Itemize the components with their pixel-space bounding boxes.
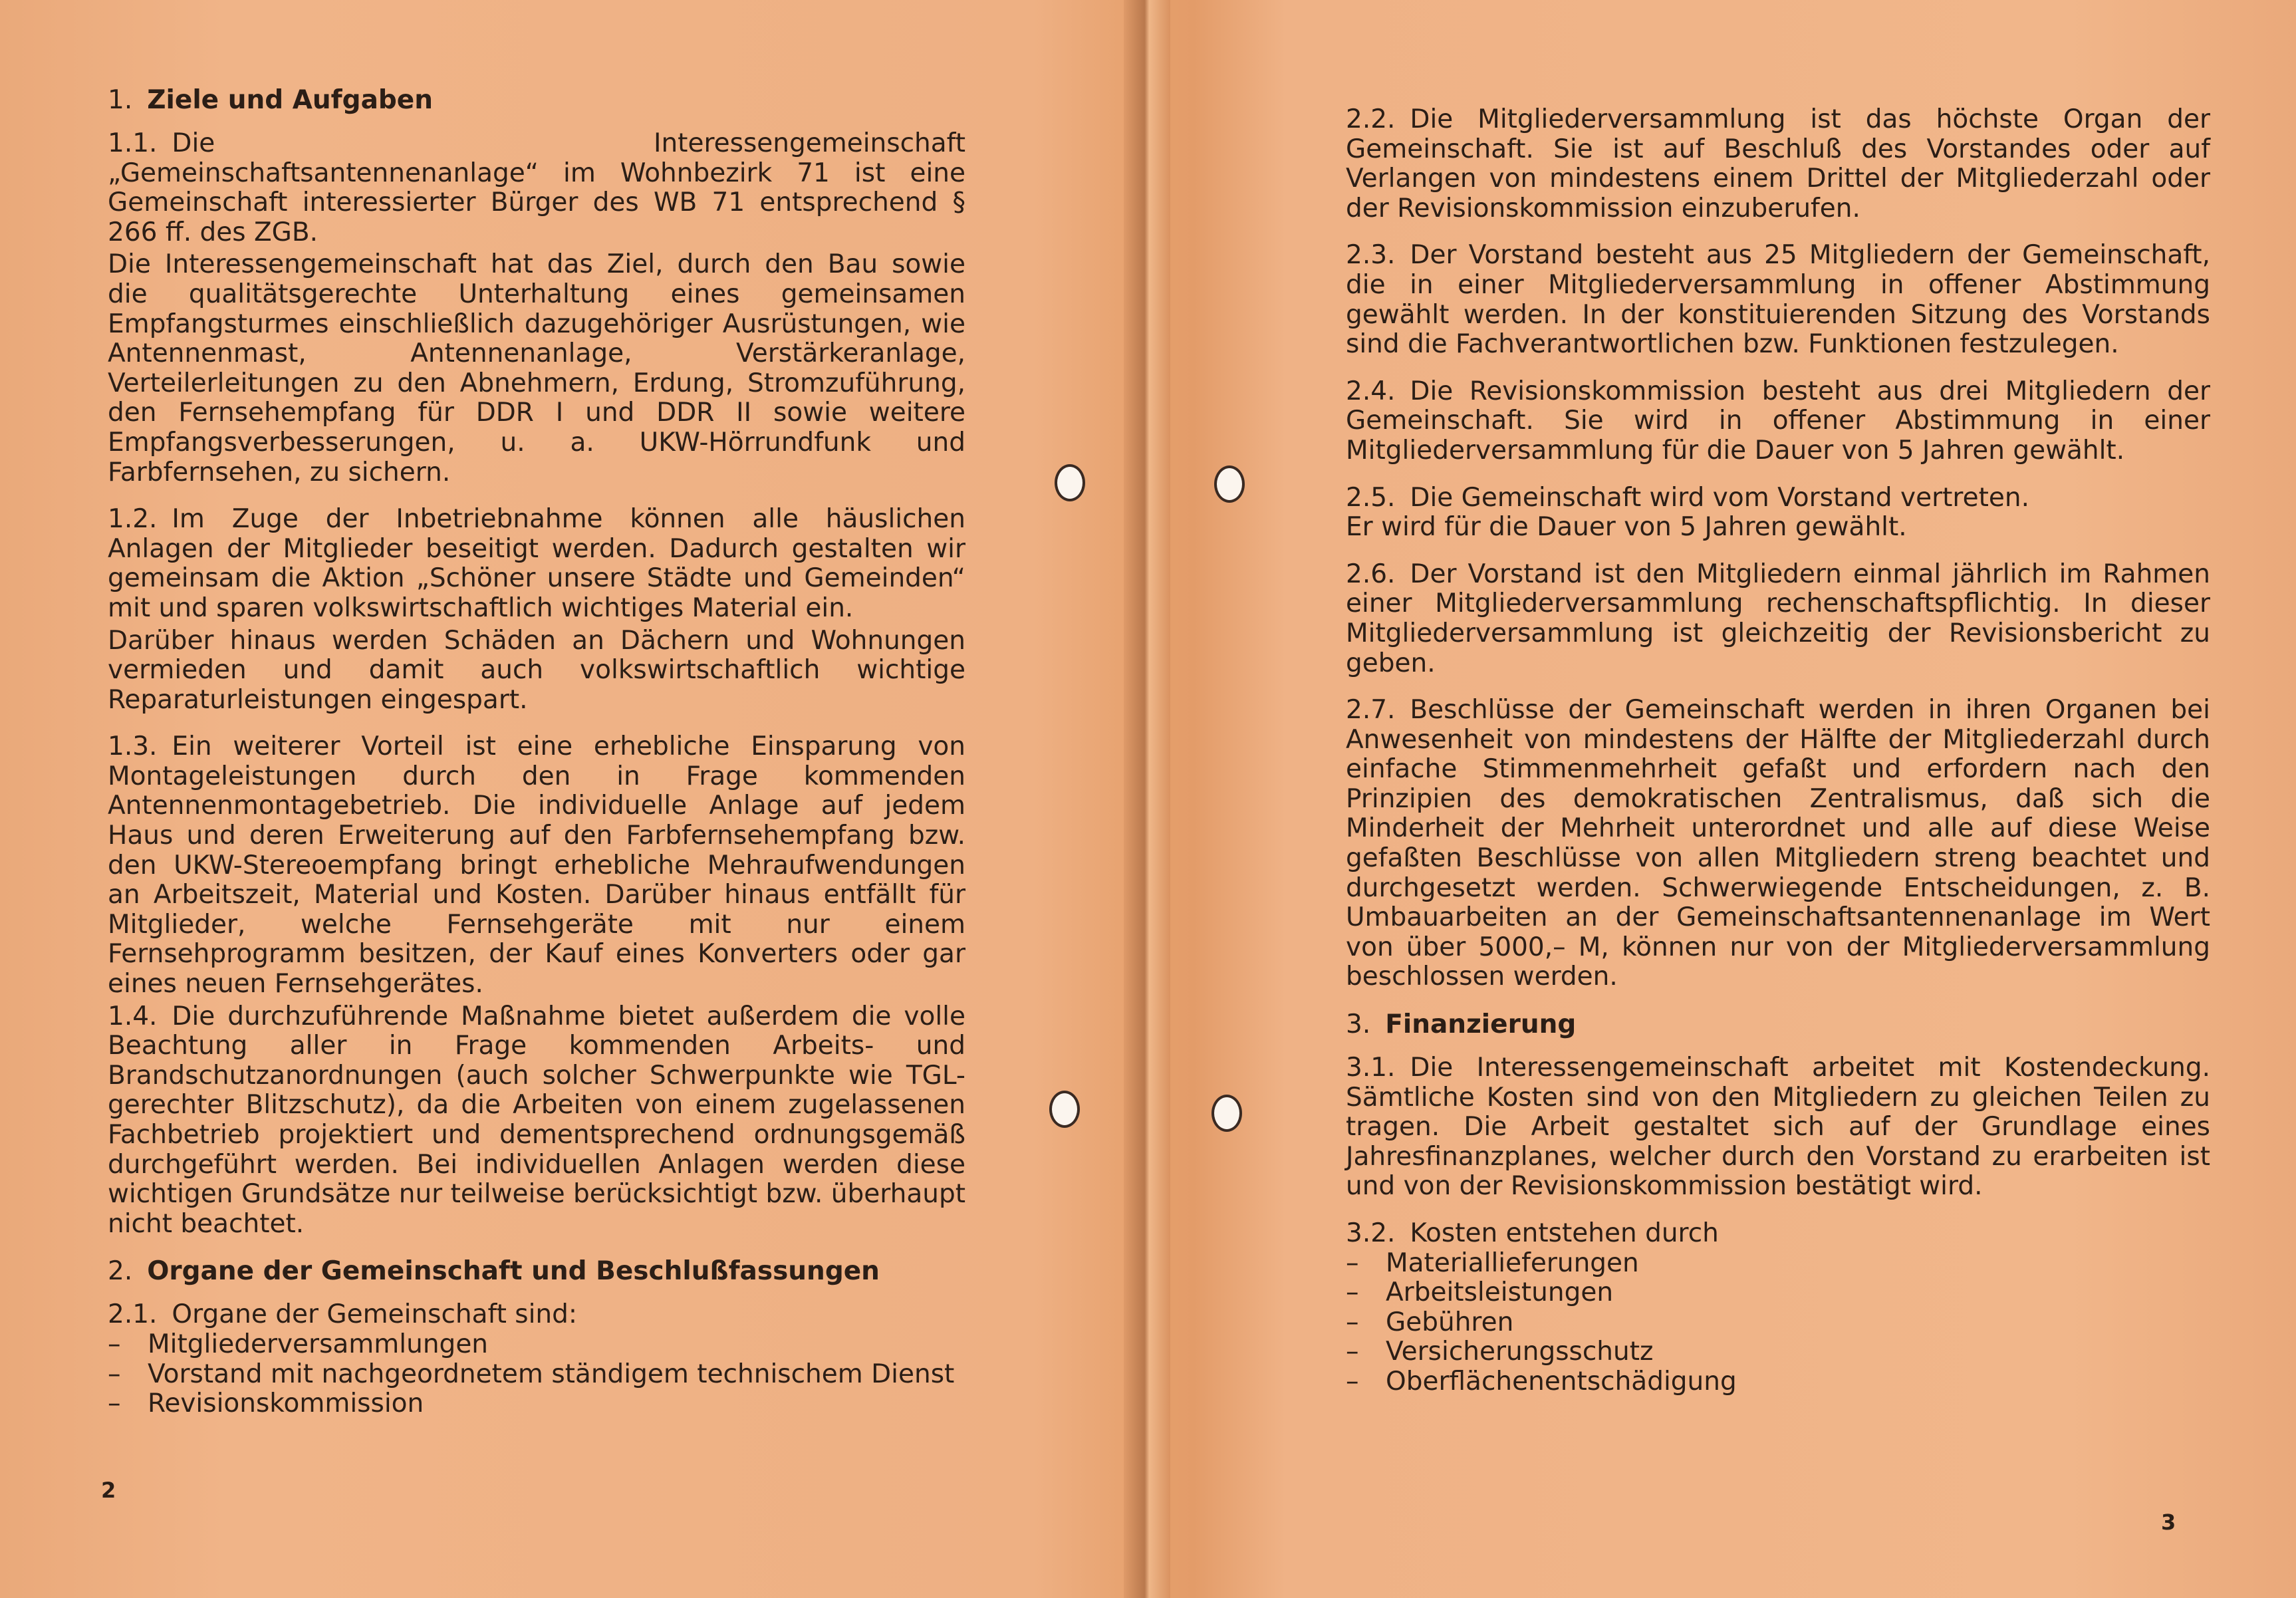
dash-bullet: – — [108, 1329, 121, 1359]
section-2-number: 2. — [108, 1256, 133, 1287]
paragraph-2-3 — [1346, 241, 2210, 359]
paragraph-text: Beschlüsse der Gemeinschaft werden in ihren Organen bei Anwesenheit von mindestens der Hälfte der Mitgliederzahl durch einfache Stimmenmehrheit gefaßt und erfordern nach den Prinzipien des demokratischen Zentralismus, daß sich die Minderheit der Mehrheit unterordnet und alle auf diese Weise gefaßten Beschlüsse von allen Mitgliedern streng beachtet und durchgesetzt werden. Schwerwiegende Entscheidungen, z. B. Umbauarbeiten an der Gemeinschaftsantennenanlage im Wert von über 5000,– M, können nur von der Mitgliederversammlung beschlossen werden. — [1346, 695, 2210, 992]
dash-bullet: – — [1346, 1248, 1359, 1278]
paragraph-number: 1.2. — [108, 504, 158, 535]
punch-hole — [1049, 1091, 1080, 1128]
paragraph-2-7 — [1346, 696, 2210, 992]
paragraph-text: Der Vorstand besteht aus 25 Mitgliedern der Gemeinschaft, die in einer Mitgliederversammlung in offener Abstimmung gewählt werden. In der konstituierenden Sitzung des Vorstands sind die Fachverantwortlichen bzw. Funktionen festzulegen. — [1346, 240, 2210, 360]
paragraph-number: 1.4. — [108, 1001, 158, 1031]
paragraph-number: 2.3. — [1346, 240, 1396, 271]
section-1-heading — [108, 85, 965, 116]
right-page-text — [1346, 105, 2210, 1413]
paragraph-number: 2.6. — [1346, 559, 1396, 589]
paragraph-1-4 — [108, 1002, 965, 1240]
right-page — [1170, 0, 2296, 1598]
paragraph-text: Ein weiterer Vorteil ist eine erhebliche Einsparung von Montageleistungen durch den in Frage kommenden Antennenmontagebetrieb. Die individuelle Anlage auf jedem Haus und deren Erweiterung auf den Farbfernsehempfang bzw. den UKW-Stereoempfang bringt erhebliche Mehraufwendungen an Arbeitszeit, Material und Kosten. Darüber hinaus entfällt für Mitglieder, welche Fernsehgeräte mit nur einem Fernsehprogramm besitzen, der Kauf eines Konverters oder gar eines neuen Fernsehgerätes. — [108, 732, 965, 999]
paragraph-number: 3.2. — [1346, 1218, 1396, 1248]
center-fold — [1124, 0, 1170, 1598]
page-number: 2 — [101, 1478, 116, 1503]
paragraph-2-5 — [1346, 483, 2210, 513]
list-item — [1346, 1249, 2210, 1279]
list-item — [108, 1389, 965, 1419]
paragraph-number: 2.4. — [1346, 376, 1396, 406]
punch-hole — [1055, 464, 1085, 501]
section-3-number: 3. — [1346, 1009, 1371, 1040]
list-item — [1346, 1278, 2210, 1308]
paragraph-3-2 — [1346, 1219, 2210, 1249]
paragraph-text: Die durchzuführende Maßnahme bietet außerdem die volle Beachtung aller in Frage kommenden Arbeits- und Brandschutzanordnungen (auch solcher Schwerpunkte wie TGL-gerechter Blitzschutz), da die Arbeiten von einem zugelassenen Fachbetrieb projektiert und dementsprechend ordnungsgemäß durchgeführt werden. Bei individuellen Anlagen werden diese wichtigen Grundsätze nur teilweise berücksichtigt bzw. überhaupt nicht beachtet. — [108, 1001, 965, 1239]
list-item-text: Mitgliederversammlungen — [148, 1329, 489, 1359]
list-item-text: Revisionskommission — [148, 1389, 424, 1419]
section-2-heading — [108, 1256, 965, 1287]
paragraph-number: 2.5. — [1346, 482, 1396, 513]
paragraph-1-1 — [108, 129, 965, 247]
paragraph-number: 1.3. — [108, 732, 158, 762]
paragraph-number: 3.1. — [1346, 1053, 1396, 1083]
dash-bullet: – — [1346, 1277, 1359, 1308]
paragraph-number: 2.2. — [1346, 104, 1396, 134]
left-page-text — [108, 85, 965, 1435]
paragraph-text: Organe der Gemeinschaft sind: — [172, 1299, 578, 1330]
paragraph-text: Die Revisionskommission besteht aus drei Mitgliedern der Gemeinschaft. Sie wird in offener Abstimmung in einer Mitgliederversammlung für die Dauer von 5 Jahren gewählt. — [1346, 376, 2210, 466]
paragraph-1-2-continued: Darüber hinaus werden Schäden an Dächern und Wohnungen vermieden und damit auch volkswirtschaftlich wichtige Reparaturleistungen eingespart. — [108, 625, 965, 715]
paragraph-text: Kosten entstehen durch — [1410, 1218, 1719, 1248]
list-item — [1346, 1308, 2210, 1338]
paragraph-number: 1.1. — [108, 128, 158, 158]
list-item-text: Gebühren — [1386, 1307, 1514, 1337]
list-item-text: Arbeitsleistungen — [1386, 1277, 1614, 1308]
list-item — [108, 1330, 965, 1360]
list-item-text: Versicherungsschutz — [1386, 1337, 1654, 1367]
dash-bullet: – — [108, 1359, 121, 1389]
list-item — [1346, 1337, 2210, 1367]
paragraph-text: Im Zuge der Inbetriebnahme können alle häuslichen Anlagen der Mitglieder beseitigt werden. Dadurch gestalten wir gemeinsam die Aktion „Schöner unsere Städte und Gemeinden“ mit und sparen volkswirtschaftlich wichtiges Material ein. — [108, 504, 965, 623]
list-item — [108, 1360, 965, 1390]
paragraph-2-5-continued: Er wird für die Dauer von 5 Jahren gewählt. — [1346, 512, 1907, 543]
paragraph-2-1 — [108, 1300, 965, 1330]
paragraph-text: Die Gemeinschaft wird vom Vorstand vertreten. — [1410, 482, 2030, 513]
costs-list — [1346, 1249, 2210, 1397]
organs-list — [108, 1330, 965, 1419]
paragraph-2-4 — [1346, 377, 2210, 466]
page-number: 3 — [2161, 1510, 2176, 1535]
paragraph-2-2 — [1346, 105, 2210, 223]
paragraph-number: 2.7. — [1346, 695, 1396, 726]
paragraph-2-6 — [1346, 560, 2210, 678]
list-item-text: Materiallieferungen — [1386, 1248, 1639, 1278]
dash-bullet: – — [108, 1389, 121, 1419]
left-page — [0, 0, 1124, 1598]
paragraph-1-2 — [108, 505, 965, 623]
paragraph-1-1-continued: Die Interessengemeinschaft hat das Ziel, durch den Bau sowie die qualitätsgerechte Unterhaltung eines gemeinsamen Empfangsturmes einschließlich dazugehöriger Ausrüstungen, wie Antennenmast, Antennenanlage, Verstärkeranlage, Verteilerleitungen zu den Abnehmern, Erdung, Stromzuführung, den Fernsehempfang für DDR I und DDR II sowie weitere Empfangsverbesserungen, u. a. UKW-Hörrundfunk und Farbfernsehen, zu sichern. — [108, 249, 965, 487]
dash-bullet: – — [1346, 1337, 1359, 1367]
section-1-title: Ziele und Aufgaben — [147, 85, 434, 115]
dash-bullet: – — [1346, 1307, 1359, 1337]
paragraph-number: 2.1. — [108, 1299, 158, 1330]
paragraph-text: Die Interessengemeinschaft „Gemeinschaftsantennenanlage“ im Wohnbezirk 71 ist eine Gemeinschaft interessierter Bürger des WB 71 entsprechend § 266 ff. des ZGB. — [108, 128, 965, 247]
paragraph-3-1 — [1346, 1053, 2210, 1202]
paragraph-text: Die Interessengemeinschaft arbeitet mit Kostendeckung. Sämtliche Kosten sind von den Mitgliedern zu gleichen Teilen zu tragen. Die Arbeit gestaltet sich auf der Grundlage eines Jahresfinanzplanes, welcher durch den Vorstand zu erarbeiten ist und von der Revisionskommission bestätigt wird. — [1346, 1053, 2210, 1202]
paragraph-text: Die Mitgliederversammlung ist das höchste Organ der Gemeinschaft. Sie ist auf Beschluß des Vorstandes oder auf Verlangen von mindestens einem Drittel der Mitgliederzahl oder der Revisionskommission einzuberufen. — [1346, 104, 2210, 223]
paragraph-1-3 — [108, 732, 965, 999]
section-3-title: Finanzierung — [1385, 1009, 1577, 1040]
paragraph-text: Der Vorstand ist den Mitgliedern einmal jährlich im Rahmen einer Mitgliederversammlung rechenschaftspflichtig. In dieser Mitgliederversammlung ist gleichzeitig der Revisionsbericht zu geben. — [1346, 559, 2210, 678]
list-item-text: Oberflächenentschädigung — [1386, 1366, 1737, 1397]
section-3-heading — [1346, 1009, 2210, 1040]
dash-bullet: – — [1346, 1366, 1359, 1397]
section-1-number: 1. — [108, 85, 133, 115]
list-item — [1346, 1367, 2210, 1397]
section-2-title: Organe der Gemeinschaft und Beschlußfassungen — [147, 1256, 880, 1287]
list-item-text: Vorstand mit nachgeordnetem ständigem technischem Dienst — [148, 1359, 955, 1389]
